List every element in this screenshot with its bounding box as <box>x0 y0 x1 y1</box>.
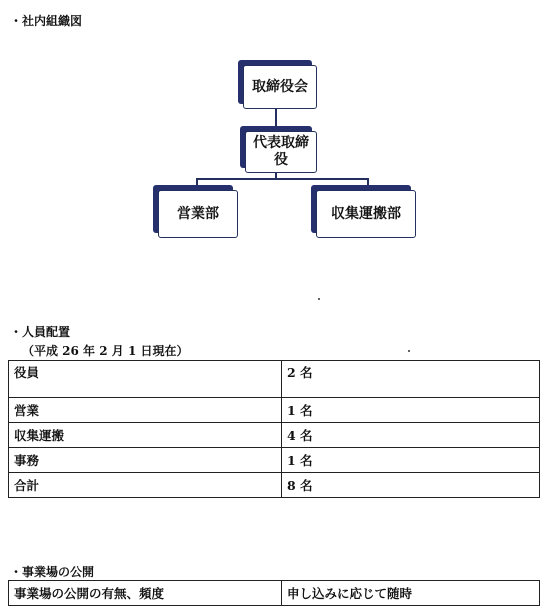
org-node-collection-label: 収集運搬部 <box>331 205 401 222</box>
connector-right-drop <box>367 178 369 190</box>
table-row <box>9 361 540 398</box>
staff-count-cell: 4 名 <box>282 423 540 448</box>
staff-role-cell: 事務 <box>9 448 282 473</box>
table-row <box>9 473 540 498</box>
staff-role-cell: 合計 <box>9 473 282 498</box>
scan-speck <box>318 298 320 300</box>
connector-board-ceo <box>275 109 277 131</box>
org-node-sales <box>158 190 238 238</box>
staff-table <box>8 360 540 498</box>
disclosure-label-cell: 事業場の公開の有無、頻度 <box>9 581 282 606</box>
staff-heading: ・人員配置 <box>10 325 71 339</box>
staff-role-cell: 役員 <box>9 361 282 398</box>
staff-count-cell: 2 名 <box>282 361 540 398</box>
org-node-sales-label: 営業部 <box>177 205 219 222</box>
table-row <box>9 398 540 423</box>
disclosure-heading: ・事業場の公開 <box>10 565 95 579</box>
staff-count-cell: 8 名 <box>282 473 540 498</box>
staff-date-note: （平成 26 年 2 月 1 日現在） <box>22 344 189 358</box>
org-node-ceo <box>245 131 317 173</box>
disclosure-value-cell: 申し込みに応じて随時 <box>282 581 540 606</box>
staff-role-cell: 収集運搬 <box>9 423 282 448</box>
staff-count-cell: 1 名 <box>282 448 540 473</box>
table-row <box>9 581 540 606</box>
org-node-collection <box>316 190 416 238</box>
org-node-board <box>243 65 317 109</box>
staff-role-cell: 営業 <box>9 398 282 423</box>
connector-left-drop <box>196 178 198 190</box>
connector-horizontal <box>196 178 369 180</box>
org-chart-heading: ・社内組織図 <box>10 14 83 28</box>
org-node-ceo-label: 代表取締 役 <box>253 135 309 168</box>
org-chart <box>0 0 550 260</box>
scan-speck <box>408 350 410 352</box>
staff-count-cell: 1 名 <box>282 398 540 423</box>
table-row <box>9 448 540 473</box>
table-row <box>9 423 540 448</box>
disclosure-table <box>8 580 540 606</box>
org-node-board-label: 取締役会 <box>252 78 308 95</box>
